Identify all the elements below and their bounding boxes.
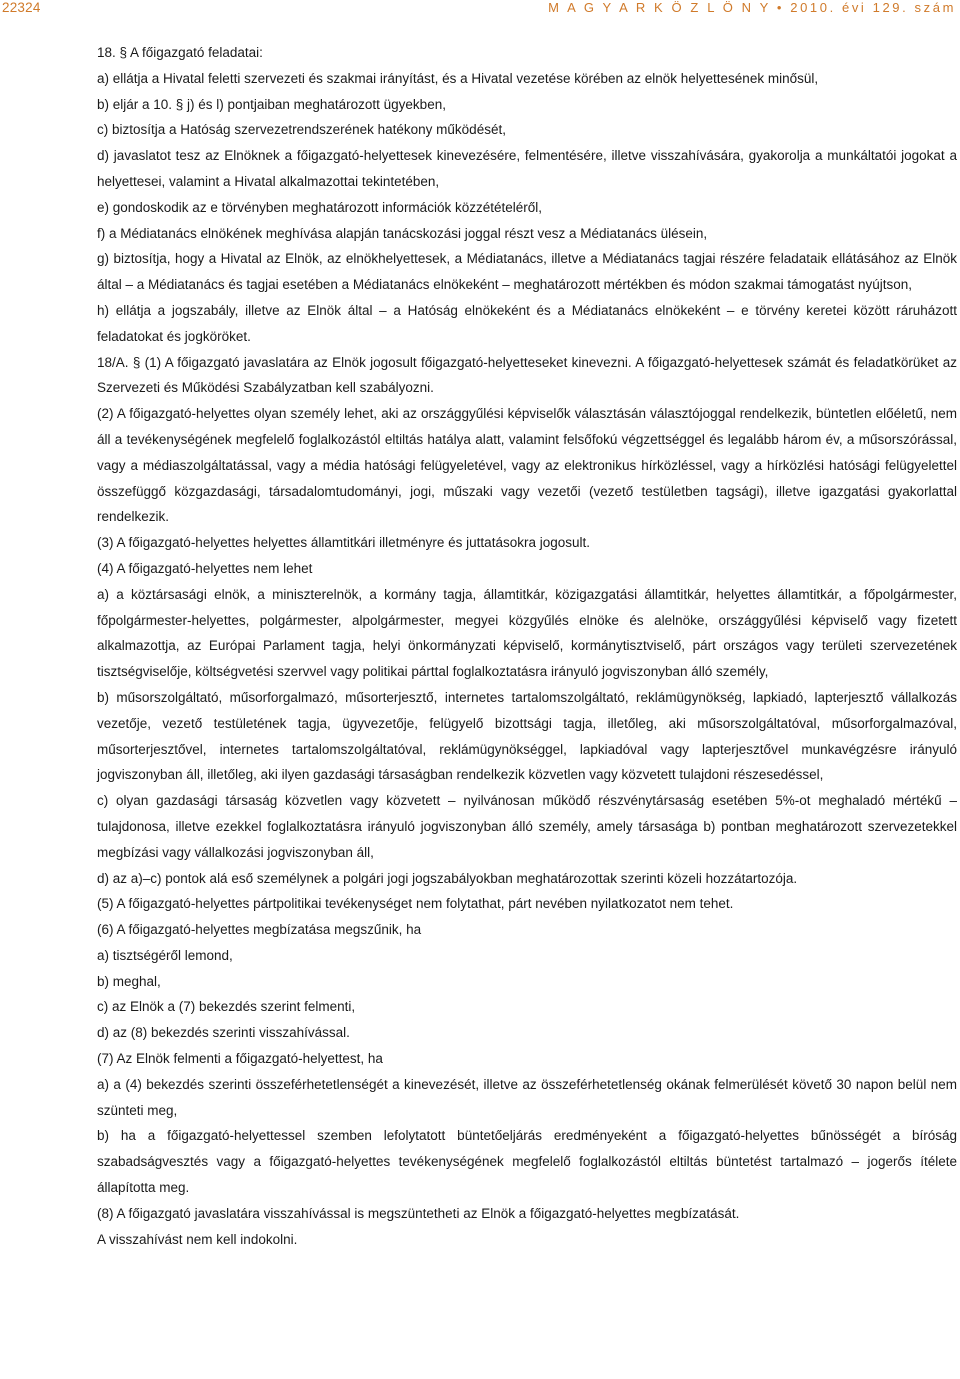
paragraph: a) tisztségéről lemond, — [97, 947, 233, 963]
paragraph: (8) A főigazgató javaslatára visszahívással is megszüntetheti az Elnök a főigazgató-helyettes megbízatását. — [97, 1205, 740, 1221]
paragraph: (3) A főigazgató-helyettes helyettes államtitkári illetményre és juttatásokra jogosult. — [97, 535, 590, 551]
paragraph: b) meghal, — [97, 973, 161, 989]
paragraph: c) az Elnök a (7) bekezdés szerint felmenti, — [97, 999, 356, 1015]
paragraph: e) gondoskodik az e törvényben meghatározott információk közzétételéről, — [97, 199, 542, 215]
paragraph: h) ellátja a jogszabály, illetve az Elnök által – a Hatóság elnökeként és a Médiatanács elnökeként – e törvény keretei között ráruházott feladatokat és jogköröket. — [97, 302, 957, 344]
paragraph: b) ha a főigazgató-helyettessel szemben lefolytatott büntetőeljárás eredményeként a főigazgató-helyettes bűnösségét a bíróság szabadságvesztés vagy a főigazgató-helyettes tevékenységének megfelelő foglalkozástól eltiltás büntetést tartalmazó – jogerős ítélete állapította meg. — [97, 1128, 957, 1196]
paragraph: d) az (8) bekezdés szerinti visszahívással. — [97, 1025, 350, 1041]
paragraph: d) javaslatot tesz az Elnöknek a főigazgató-helyettesek kinevezésére, felmentésére, illetve visszahívására, gyakorolja a munkáltatói jogokat a helyettesei, valamint a Hivatal alkalmazottai tekintetében, — [97, 148, 957, 189]
paragraph: g) biztosítja, hogy a Hivatal az Elnök, az elnökhelyettesek, a Médiatanács, illetve a Médiatanács tagjai részére feladataik ellátásához az Elnök által – a Médiatanács és tagjai esetében a Médiatanács elnökeként – meghatározott mértékben és módon szakmai támogatást nyújtson, — [97, 251, 957, 293]
paragraph: (2) A főigazgató-helyettes olyan személy lehet, aki az országgyűlési képviselők választásán választójoggal rendelkezik, büntetlen előéletű, nem áll a tevékenységének megfelelő foglalkozástól eltiltás hatálya alatt, valamint felsőfokú végzettséggel és legalább három év, a műsorszórással, vagy a médiaszolgáltatással, vagy a média hatósági felügyeletével, vagy az elektronikus hírközléssel, vagy a hírközlési hatósági felügyelettel összefüggő közgazdasági, társadalomtudományi, jogi, műszaki vagy vezetői (vezető testületben tagsági), illetve igazgatási gyakorlattal rendelkezik. — [97, 406, 957, 525]
paragraph: (7) Az Elnök felmenti a főigazgató-helyettest, ha — [97, 1051, 383, 1067]
paragraph: c) biztosítja a Hatóság szervezetrendszerének hatékony működését, — [97, 122, 506, 138]
document-body — [97, 40, 957, 1252]
page-header — [0, 0, 960, 22]
paragraph: (5) A főigazgató-helyettes pártpolitikai tevékenységet nem folytathat, párt nevében nyilatkozatot nem tehet. — [97, 896, 734, 912]
paragraph: a) a (4) bekezdés szerinti összeférhetetlenségét a kinevezését, illetve az összeférhetetlenség okának felmerülését követő 30 napon belül nem szünteti meg, — [97, 1076, 957, 1118]
paragraph: b) eljár a 10. § j) és l) pontjaiban meghatározott ügyekben, — [97, 96, 446, 112]
journal-title: M A G Y A R K Ö Z L Ö N Y • 2010. évi 129. szám — [548, 0, 956, 15]
paragraph: a) ellátja a Hivatal feletti szervezeti és szakmai irányítást, és a Hivatal vezetése körében az elnök helyettesének minősül, — [97, 70, 819, 86]
paragraph: f) a Médiatanács elnökének meghívása alapján tanácskozási joggal részt vesz a Médiatanács ülésein, — [97, 225, 708, 241]
paragraph: (6) A főigazgató-helyettes megbízatása megszűnik, ha — [97, 922, 422, 938]
paragraph: b) műsorszolgáltató, műsorforgalmazó, műsorterjesztő, internetes tartalomszolgáltató, reklámügynökség, lapkiadó, lapterjesztő vállalkozás vezetője, vezető testületének tagja, ügyvezetője, felügyelő bizottsági tagja, illetőleg, aki műsorszolgáltatóval, műsorforgalmazóval, műsorterjesztővel, internetes tartalomszolgáltatóval, reklámügynökséggel, lapkiadóval vagy lapterjesztővel munkavégzésre irányuló jogviszonyban áll, illetőleg, aki ilyen gazdasági társaságban rendelkezik közvetlen vagy közvetett tulajdoni részesedéssel, — [97, 689, 957, 783]
paragraph: (4) A főigazgató-helyettes nem lehet — [97, 560, 313, 576]
paragraph: c) olyan gazdasági társaság közvetlen vagy közvetett – nyilvánosan működő részvénytársaság esetében 5%-ot meghaladó mértékű – tulajdonosa, illetve ezekkel foglalkoztatásra irányuló jogviszonyban álló személy, amely társasága b) pontban meghatározott szervezetekkel megbízási vagy vállalkozási jogviszonyban áll, — [97, 793, 957, 860]
paragraph: a) a köztársasági elnök, a miniszterelnök, a kormány tagja, államtitkár, közigazgatási államtitkár, helyettes államtitkár, a főpolgármester, főpolgármester-helyettes, polgármester, alpolgármester, megyei közgyűlés elnöke és alelnöke, országgyűlési képviselő vagy fizetett alkalmazottja, az Európai Parlament tagja, helyi önkormányzati képviselő, kormánytisztviselő, párt országos vagy területi szervezetének tisztségviselője, költségvetési szervvel vagy politikai párttal foglalkoztatásra irányuló jogviszonyban álló személy, — [97, 586, 957, 680]
section-heading: 18/A. § (1) A főigazgató javaslatára az Elnök jogosult főigazgató-helyetteseket kinevezni. A főigazgató-helyettesek számát és feladatkörüket az Szervezeti és Működési Szabályzatban kell szabályozni. — [97, 354, 957, 396]
paragraph: A visszahívást nem kell indokolni. — [97, 1231, 298, 1247]
page-number: 22324 — [2, 0, 41, 15]
paragraph: d) az a)–c) pontok alá eső személynek a polgári jogi jogszabályokban meghatározottak szerinti közeli hozzátartozója. — [97, 870, 798, 886]
section-heading: 18. § A főigazgató feladatai: — [97, 45, 263, 60]
